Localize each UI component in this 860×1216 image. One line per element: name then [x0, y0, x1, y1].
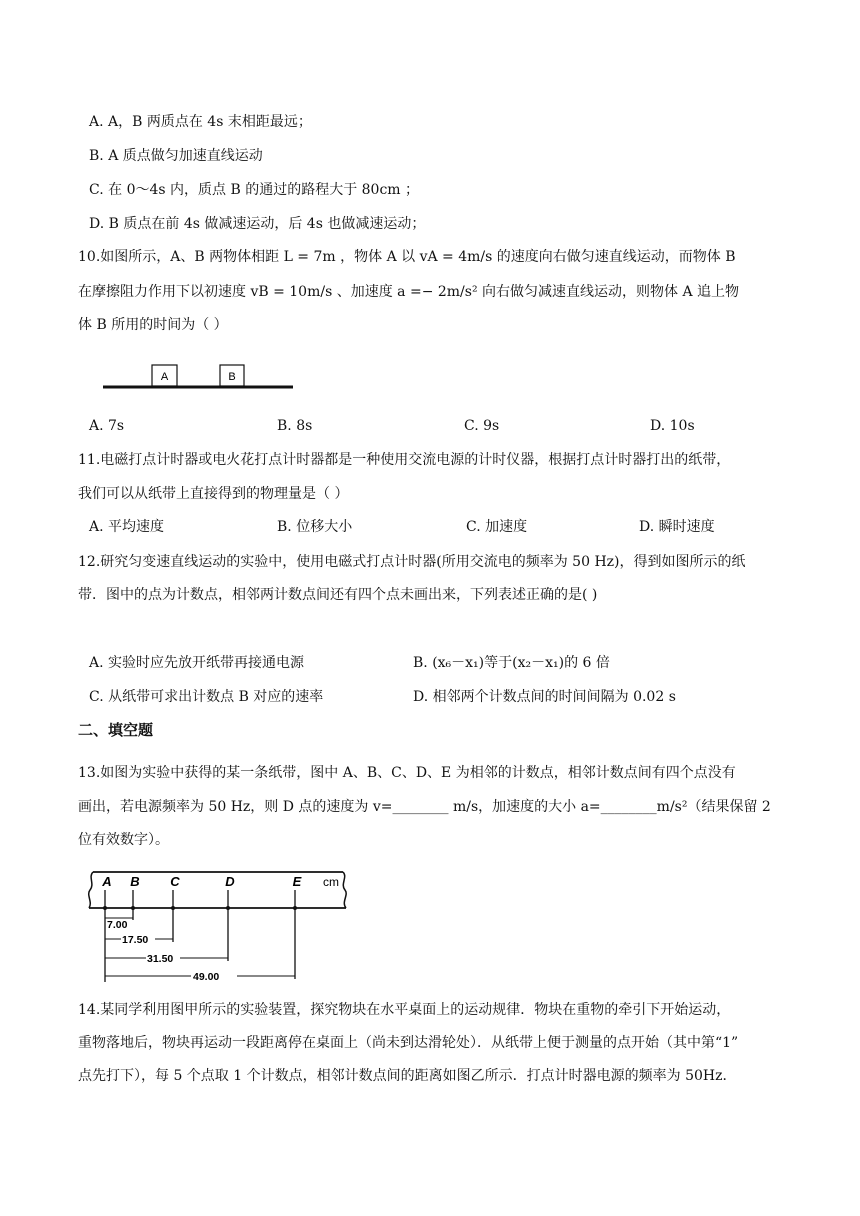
tape-right-tear [343, 872, 346, 908]
q10-text-line2: 在摩擦阻力作用下以初速度 vB = 10m/s 、加速度 a =− 2m/s² 向右做匀减速直线运动，则物体 A 追上物 [78, 284, 740, 300]
q11-option-b: B. 位移大小 [277, 519, 353, 535]
q14-text-line1: 14.某同学利用图甲所示的实验装置，探究物块在水平桌面上的运动规律．物块在重物的牵引下开始运动， [78, 1002, 731, 1018]
q12-text-line1: 12.研究匀变速直线运动的实验中，使用电磁式打点计时器(所用交流电的频率为 50 Hz)，得到如图所示的纸 [78, 554, 746, 570]
q12-option-a: A. 实验时应先放开纸带再接通电源 [89, 655, 305, 671]
point-a-label: A [102, 874, 112, 889]
point-a-dot [103, 906, 107, 910]
distance-ac-label: 17.50 [122, 934, 149, 946]
q10-text-line1: 10.如图所示，A、B 两物体相距 L = 7m ，物体 A 以 vA = 4m/s 的速度向右做匀速直线运动，而物体 B [78, 249, 736, 265]
q14-text-line2: 重物落地后，物块再运动一段距离停在桌面上（尚未到达滑轮处）．从纸带上便于测量的点开始（其中第“1” [78, 1035, 739, 1051]
q11-option-d: D. 瞬时速度 [639, 519, 715, 535]
point-d-label: D [225, 874, 235, 889]
q10-text-line3: 体 B 所用的时间为（ ） [78, 317, 228, 333]
q13-paper-tape-figure [85, 862, 350, 986]
distance-ae-label: 49.00 [193, 971, 220, 983]
q13-text-line3: 位有效数字）。 [78, 832, 169, 848]
q11-text-line1: 11.电磁打点计时器或电火花打点计时器都是一种使用交流电源的计时仪器，根据打点计时器打出的纸带， [78, 452, 731, 468]
q10-blocks-figure [100, 360, 300, 392]
q10-option-d: D. 10s [650, 418, 695, 434]
block-a-label: A [160, 371, 169, 383]
q10-option-b: B. 8s [277, 418, 313, 434]
q9-option-d: D. B 质点在前 4s 做减速运动，后 4s 也做减速运动； [89, 216, 426, 232]
point-c-dot [171, 906, 175, 910]
section-heading: 二、填空题 [78, 721, 154, 739]
point-b-dot [131, 906, 135, 910]
distance-ab-label: 7.00 [107, 919, 128, 931]
point-e-label: E [292, 874, 302, 889]
q14-text-line3: 点先打下），每 5 个点取 1 个计数点，相邻计数点间的距离如图乙所示．打点计时器电源的频率为 50Hz． [78, 1068, 737, 1084]
tape-unit-label: cm [323, 875, 339, 889]
point-c-label: C [170, 874, 180, 889]
q12-option-b: B. (x₆－x₁)等于(x₂－x₁)的 6 倍 [413, 655, 610, 671]
point-b-label: B [130, 874, 140, 889]
q12-text-line2: 带．图中的点为计数点，相邻两计数点间还有四个点未画出来，下列表述正确的是( ) [78, 587, 598, 603]
block-b-label: B [228, 371, 236, 383]
q12-option-c: C. 从纸带可求出计数点 B 对应的速率 [89, 689, 324, 705]
point-d-dot [226, 906, 230, 910]
q13-text-line1: 13.如图为实验中获得的某一条纸带，图中 A、B、C、D、E 为相邻的计数点，相邻计数点间有四个点没有 [78, 765, 736, 781]
q11-option-a: A. 平均速度 [89, 519, 165, 535]
q9-option-b: B. A 质点做匀加速直线运动 [89, 148, 263, 164]
q12-option-d: D. 相邻两个计数点间的时间间隔为 0.02 s [413, 689, 676, 705]
q13-text-line2: 画出，若电源频率为 50 Hz，则 D 点的速度为 v=________ m/s，加速度的大小 a=________m/s²（结果保留 2 [78, 799, 771, 815]
tape-left-tear [89, 872, 93, 908]
q11-text-line2: 我们可以从纸带上直接得到的物理量是（ ） [78, 486, 349, 502]
q9-option-c: C. 在 0～4s 内，质点 B 的通过的路程大于 80cm ； [89, 182, 420, 198]
q9-option-a: A. A，B 两质点在 4s 末相距最远； [89, 114, 312, 130]
q10-option-c: C. 9s [464, 418, 500, 434]
q10-option-a: A. 7s [89, 418, 125, 434]
distance-ad-label: 31.50 [147, 953, 174, 965]
q11-option-c: C. 加速度 [466, 519, 528, 535]
point-e-dot [293, 906, 297, 910]
